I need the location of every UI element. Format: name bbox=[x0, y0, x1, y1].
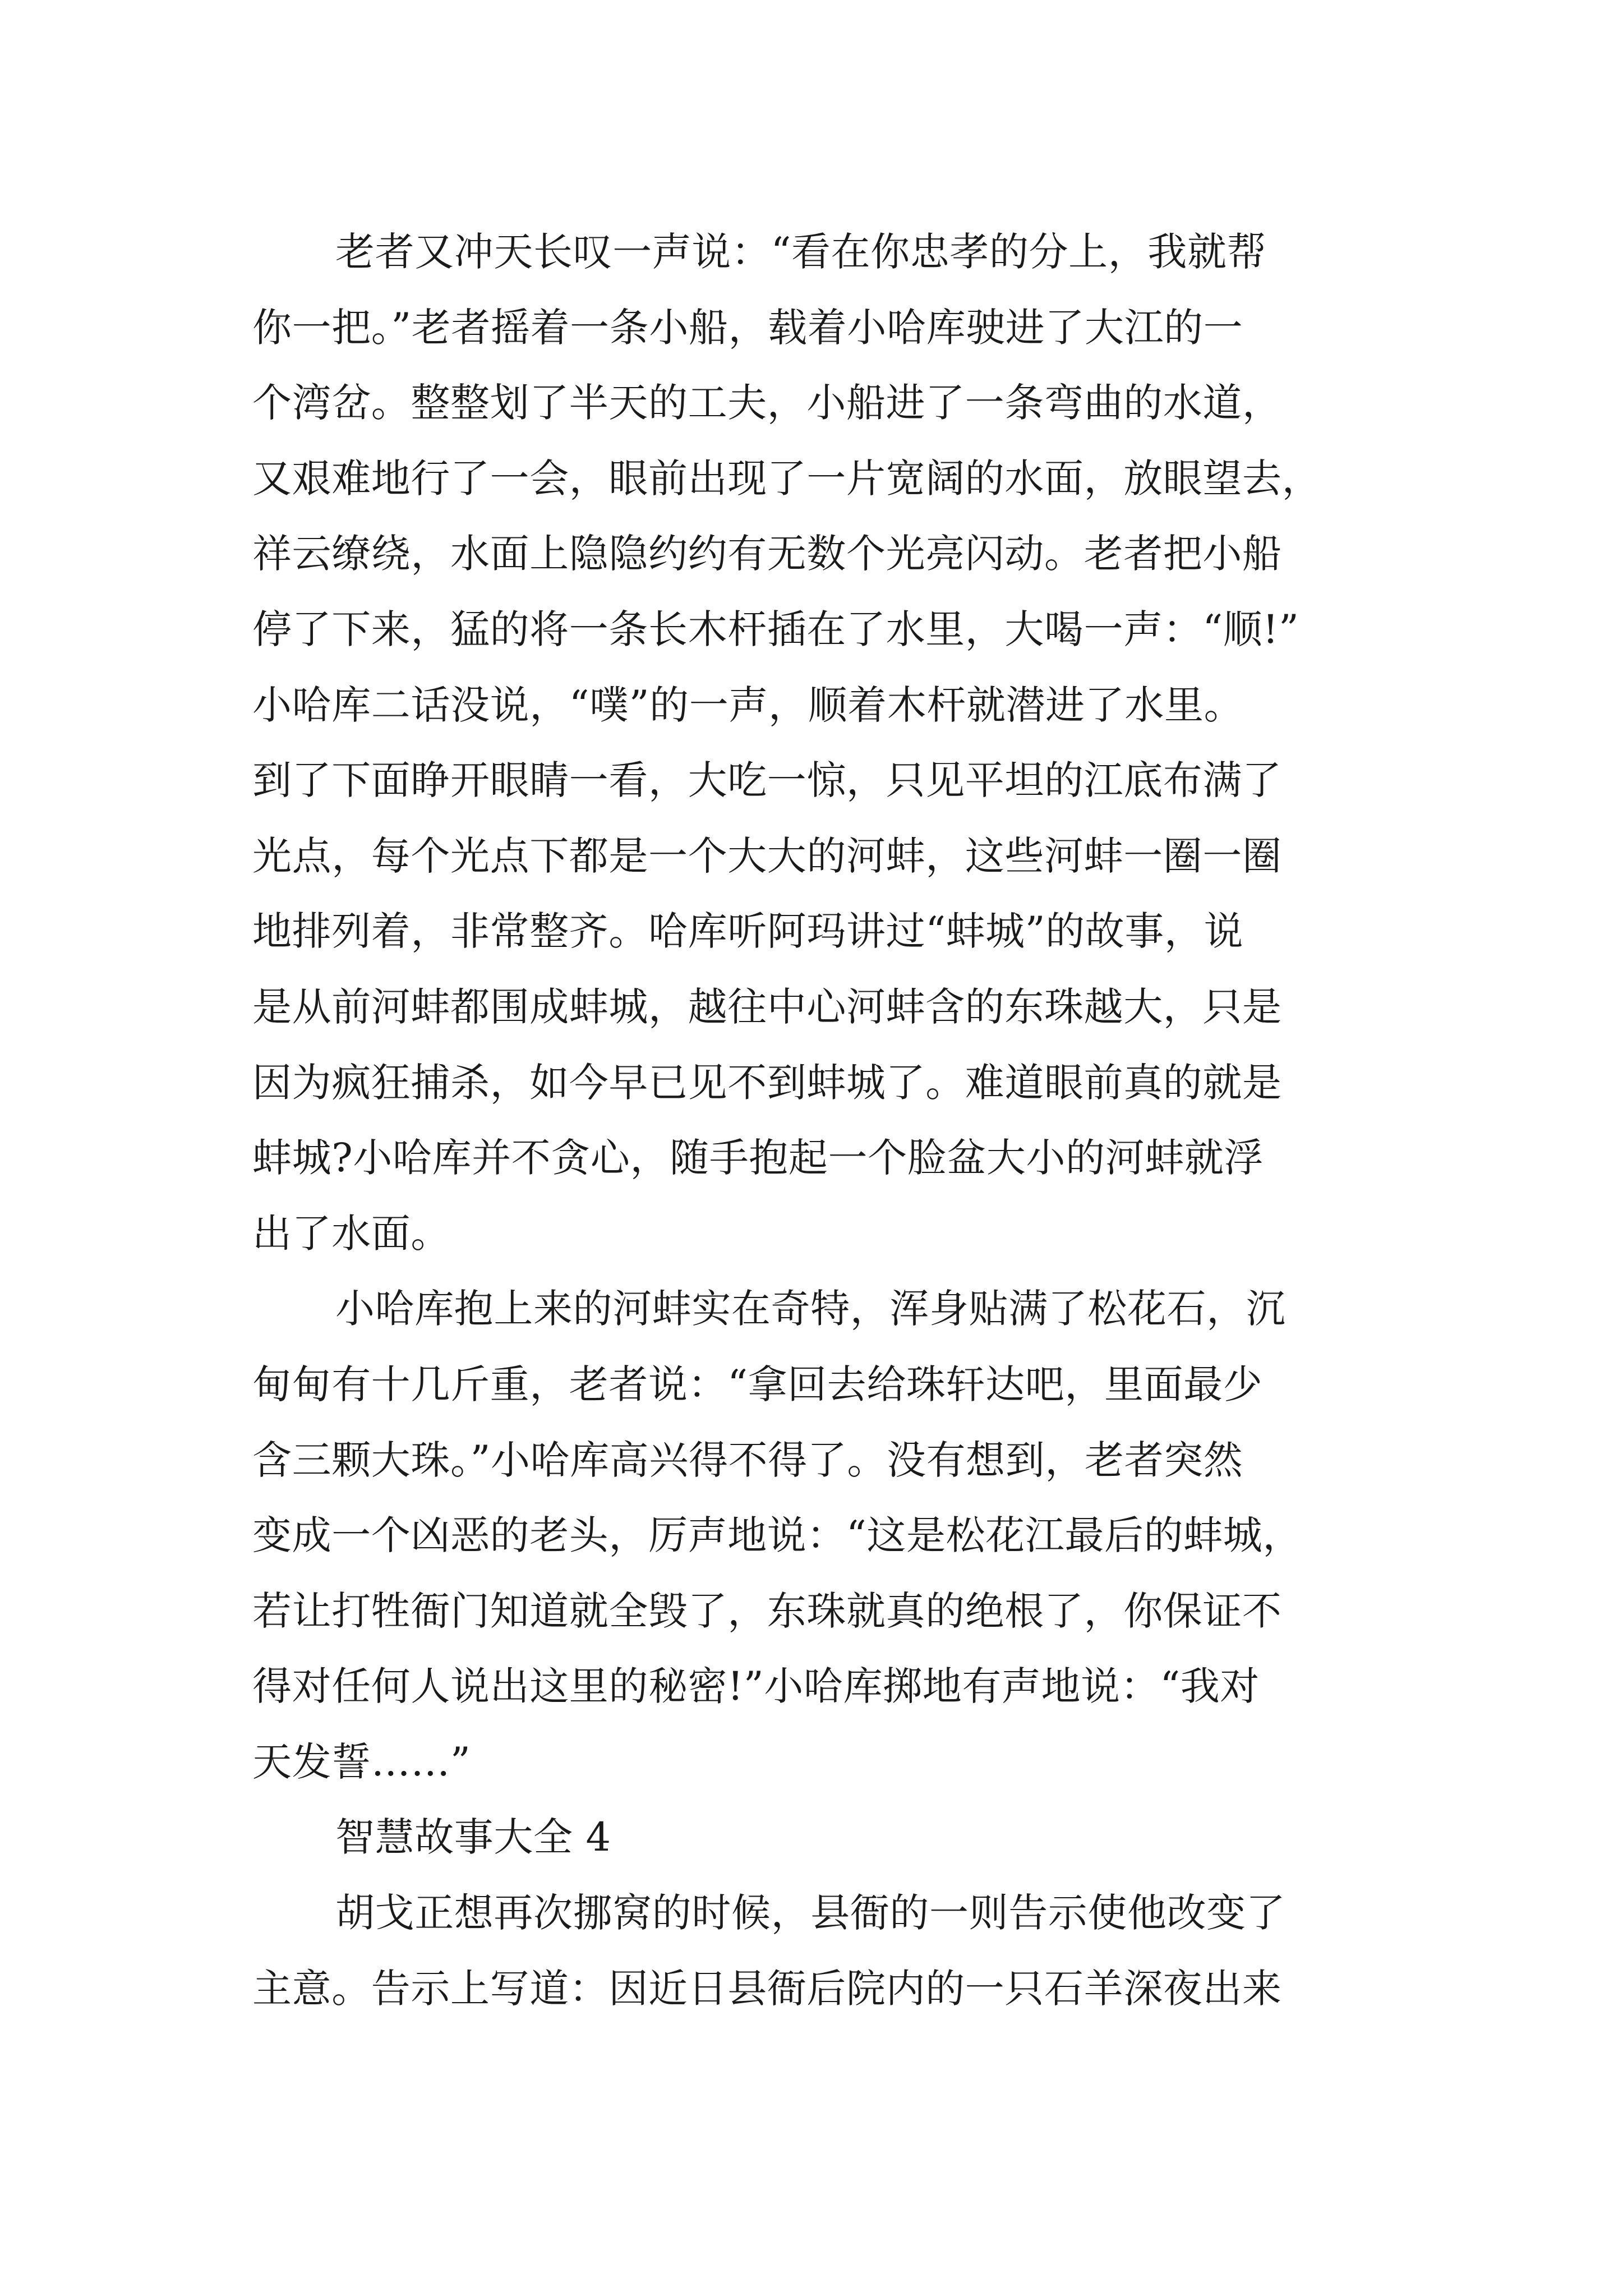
paragraph-line: 主意。告示上写道：因近日县衙后院内的一只石羊深夜出来 bbox=[252, 1965, 1282, 2012]
paragraph-line: 胡戈正想再次挪窝的时候，县衙的一则告示使他改变了 bbox=[335, 1890, 1286, 1936]
document-body bbox=[252, 214, 1380, 2026]
paragraph-line: 小哈库抱上来的河蚌实在奇特，浑身贴满了松花石，沉 bbox=[335, 1286, 1286, 1332]
paragraph-line: 个湾岔。整整划了半天的工夫，小船进了一条弯曲的水道， bbox=[252, 380, 1282, 426]
paragraph-line: 小哈库二话没说，“噗”的一声，顺着木杆就潜进了水里。 bbox=[252, 682, 1244, 728]
paragraph-line: 是从前河蚌都围成蚌城，越往中心河蚌含的东珠越大，只是 bbox=[252, 983, 1282, 1030]
paragraph-line: 地排列着，非常整齐。哈库听阿玛讲过“蚌城”的故事，说 bbox=[252, 908, 1244, 955]
paragraph-line: 变成一个凶恶的老头，厉声地说：“这是松花江最后的蚌城， bbox=[252, 1512, 1302, 1559]
paragraph-line: 若让打牲衙门知道就全毁了，东珠就真的绝根了，你保证不 bbox=[252, 1588, 1282, 1634]
paragraph-line: 含三颗大珠。”小哈库高兴得不得了。没有想到，老者突然 bbox=[252, 1437, 1243, 1483]
paragraph-line: 老者又冲天长叹一声说：“看在你忠孝的分上，我就帮 bbox=[335, 229, 1267, 275]
paragraph-line: 得对任何人说出这里的秘密!”小哈库掷地有声地说：“我对 bbox=[252, 1663, 1260, 1710]
paragraph-line: 蚌城?小哈库并不贪心，随手抱起一个脸盆大小的河蚌就浮 bbox=[252, 1135, 1264, 1181]
paragraph-line: 因为疯狂捕杀，如今早已见不到蚌城了。难道眼前真的就是 bbox=[252, 1059, 1282, 1106]
paragraph bbox=[252, 1875, 1380, 2026]
paragraph-line: 天发誓……” bbox=[252, 1738, 471, 1785]
section-heading: 智慧故事大全 4 bbox=[335, 1814, 611, 1861]
paragraph-line: 又艰难地行了一会，眼前出现了一片宽阔的水面，放眼望去， bbox=[252, 455, 1322, 501]
paragraph-line: 祥云缭绕，水面上隐隐约约有无数个光亮闪动。老者把小船 bbox=[252, 531, 1282, 577]
paragraph-line: 到了下面睁开眼睛一看，大吃一惊，只见平坦的江底布满了 bbox=[252, 757, 1282, 804]
paragraph-line: 出了水面。 bbox=[252, 1210, 450, 1257]
paragraph-line: 你一把。”老者摇着一条小船，载着小哈库驶进了大江的一 bbox=[252, 304, 1243, 351]
paragraph bbox=[252, 1271, 1380, 1800]
paragraph-line: 甸甸有十几斤重，老者说：“拿回去给珠轩达吧，里面最少 bbox=[252, 1361, 1263, 1407]
paragraph bbox=[252, 214, 1380, 1271]
paragraph-line: 光点，每个光点下都是一个大大的河蚌，这些河蚌一圈一圈 bbox=[252, 832, 1282, 879]
paragraph-line: 停了下来，猛的将一条长木杆插在了水里，大喝一声：“顺!” bbox=[252, 606, 1299, 652]
